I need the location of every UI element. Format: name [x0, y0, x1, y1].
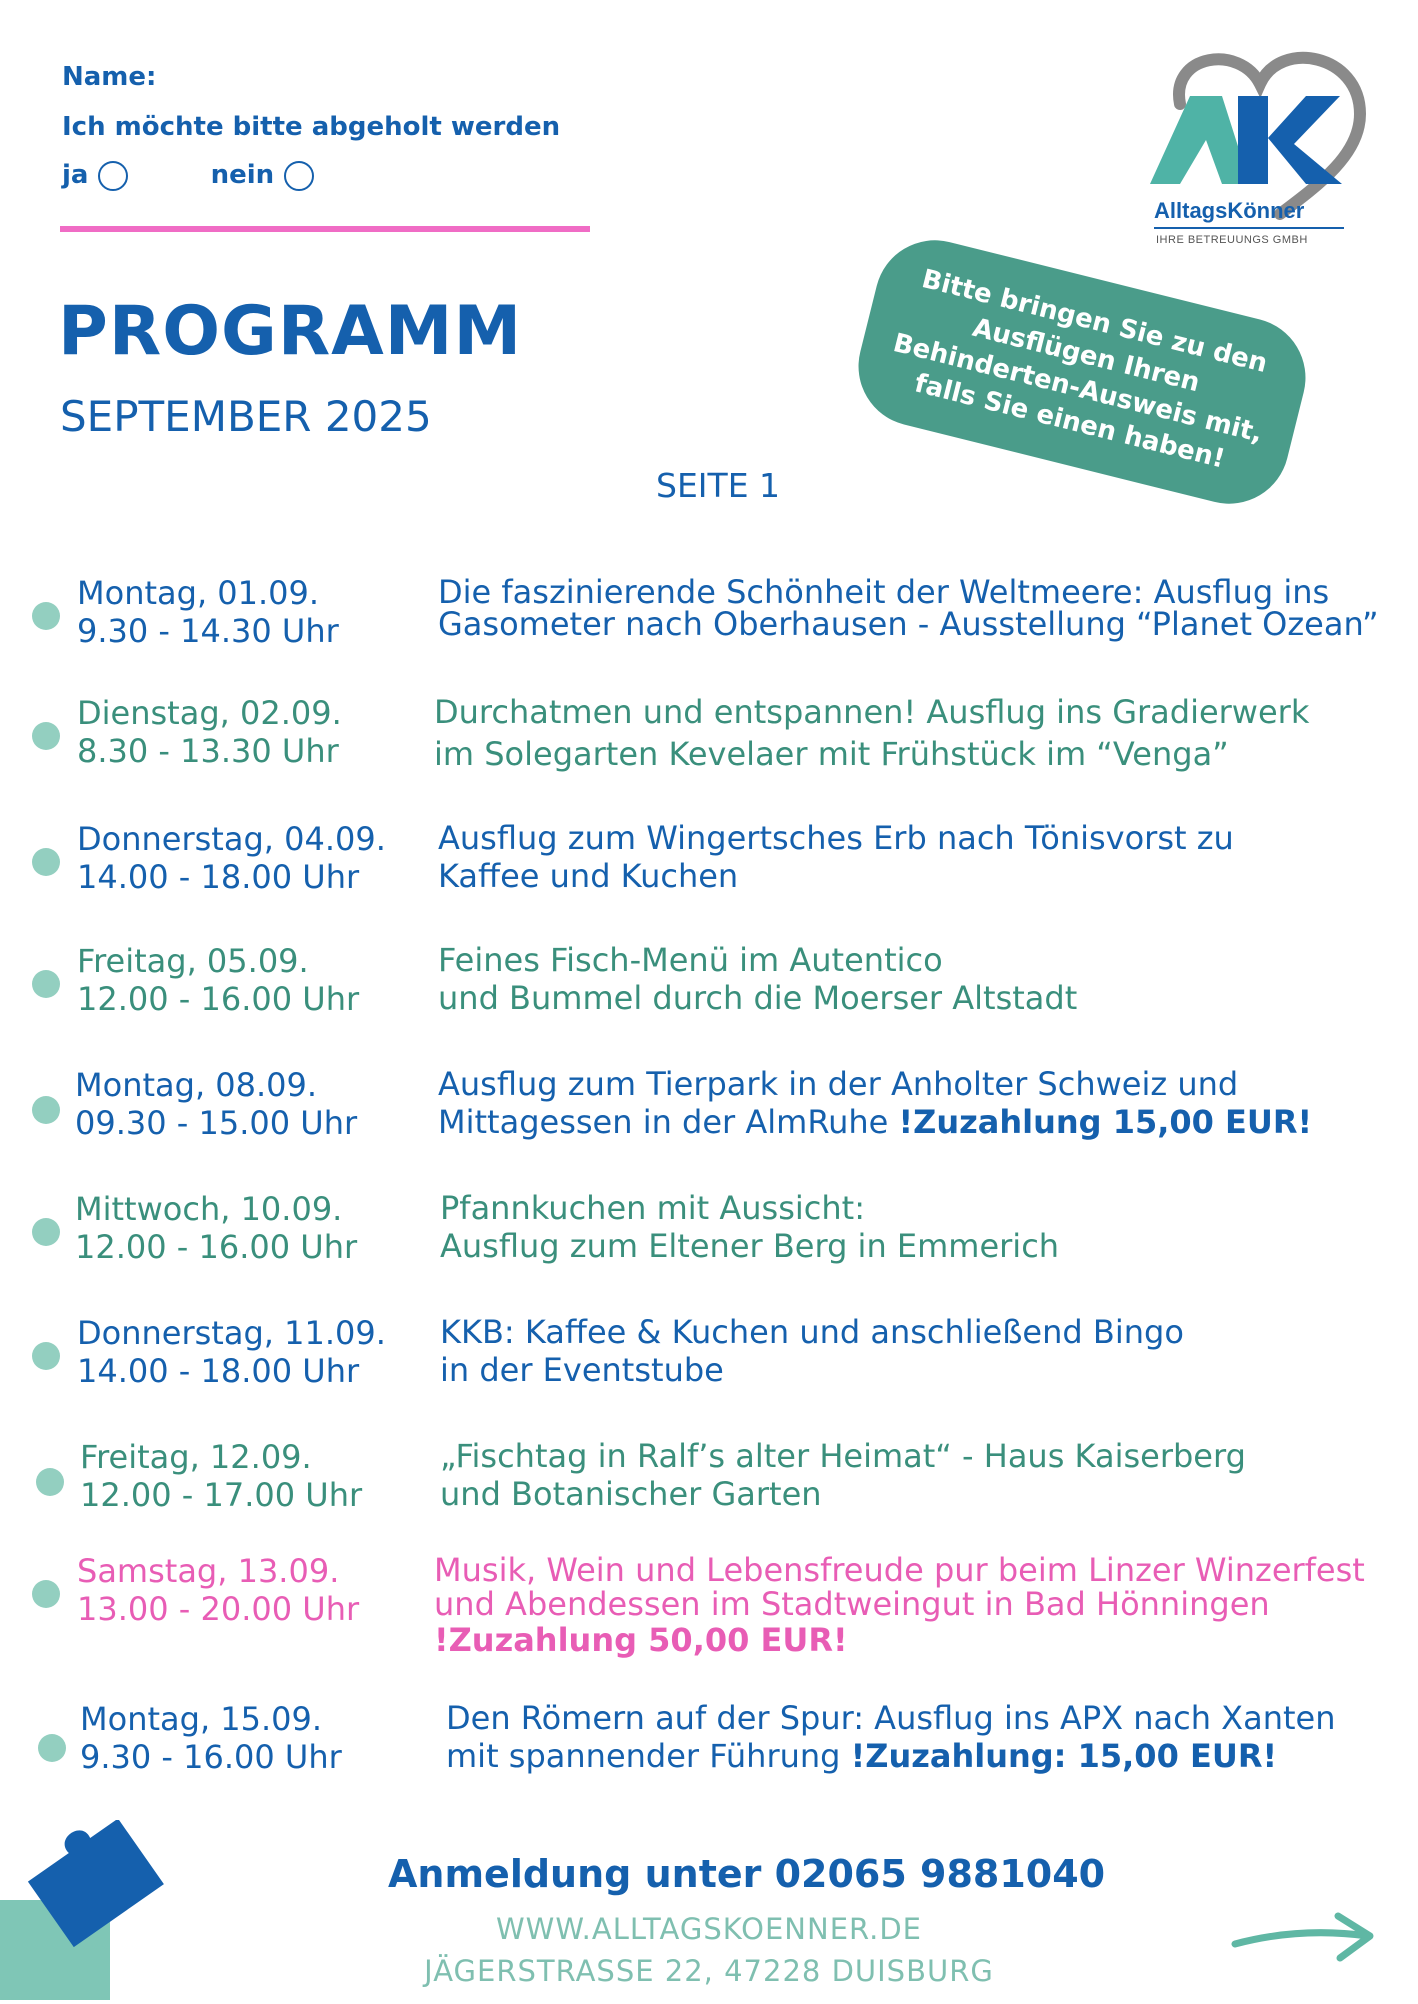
- website-link[interactable]: WWW.ALLTAGSKOENNER.DE: [495, 1912, 923, 1946]
- surcharge-note: !Zuzahlung: 15,00 EUR!: [850, 1737, 1278, 1775]
- option-no-label: nein: [210, 160, 275, 190]
- name-label: Name:: [62, 62, 157, 92]
- event-time: 14.00 - 18.00 Uhr: [77, 1352, 360, 1390]
- event-time: 13.00 - 20.00 Uhr: [77, 1590, 360, 1628]
- event-day: Freitag, 05.09.: [77, 942, 309, 980]
- option-no-radio[interactable]: [284, 161, 314, 191]
- event-desc-line1: KKB: Kaffee & Kuchen und anschließend Bingo: [440, 1313, 1184, 1351]
- event-desc-line1: Ausflug zum Wingertsches Erb nach Tönisvorst zu: [438, 819, 1234, 857]
- event-desc-text: mit spannender Führung: [446, 1737, 841, 1775]
- event-desc-line1: Pfannkuchen mit Aussicht:: [440, 1189, 865, 1227]
- event-desc-line2: Kaffee und Kuchen: [438, 857, 739, 895]
- event-time: 14.00 - 18.00 Uhr: [77, 858, 360, 896]
- company-logo: [1110, 34, 1390, 264]
- bullet-dot: [38, 1734, 66, 1762]
- event-desc-line1: Ausflug zum Tierpark in der Anholter Schweiz und: [438, 1065, 1239, 1103]
- bullet-dot: [32, 1580, 60, 1608]
- event-time: 12.00 - 17.00 Uhr: [80, 1476, 363, 1514]
- registration-phone: Anmeldung unter 02065 9881040: [388, 1852, 1106, 1896]
- event-desc-line1: Den Römern auf der Spur: Ausflug ins APX nach Xanten: [446, 1699, 1336, 1737]
- event-time: 09.30 - 15.00 Uhr: [75, 1104, 358, 1142]
- pickup-options: [62, 160, 314, 191]
- event-desc-line2: Ausflug zum Eltener Berg in Emmerich: [440, 1227, 1060, 1265]
- event-day: Mittwoch, 10.09.: [75, 1190, 343, 1228]
- notice-bubble: Bitte bringen Sie zu den Ausflügen Ihren Behinderten-Ausweis mit, falls Sie einen haben!: [846, 228, 1318, 517]
- event-desc-line2: [438, 1104, 1312, 1141]
- header-divider: [60, 226, 590, 232]
- event-day: Montag, 01.09.: [77, 574, 320, 612]
- option-yes-radio[interactable]: [98, 161, 128, 191]
- event-desc-line2: in der Eventstube: [440, 1351, 724, 1389]
- event-desc-line1: Musik, Wein und Lebensfreude pur beim Linzer Winzerfest: [434, 1551, 1365, 1589]
- page-title: PROGRAMM: [58, 292, 523, 371]
- event-day: Donnerstag, 04.09.: [77, 820, 386, 858]
- event-desc-line1: „Fischtag in Ralf’s alter Heimat“ - Haus Kaiserberg: [440, 1437, 1246, 1475]
- event-desc-line2: [446, 1738, 1277, 1775]
- event-desc-text: Mittagessen in der AlmRuhe: [438, 1103, 889, 1141]
- event-desc-line2: Gasometer nach Oberhausen - Ausstellung “Planet Ozean”: [438, 605, 1379, 643]
- logo-brand: AlltagsKönner: [1154, 198, 1305, 223]
- surcharge-note: !Zuzahlung 50,00 EUR!: [434, 1621, 848, 1659]
- event-desc-line2: im Solegarten Kevelaer mit Frühstück im “Venga”: [434, 735, 1229, 773]
- event-desc-line2: und Abendessen im Stadtweingut in Bad Hönningen: [434, 1585, 1270, 1623]
- event-desc-line1: Durchatmen und entspannen! Ausflug ins Gradierwerk: [434, 693, 1310, 731]
- event-desc-line1: Feines Fisch-Menü im Autentico: [438, 941, 943, 979]
- bullet-dot: [32, 848, 60, 876]
- surcharge-note: !Zuzahlung 15,00 EUR!: [898, 1103, 1313, 1141]
- bullet-dot: [32, 1096, 60, 1124]
- address: JÄGERSTRASSE 22, 47228 DUISBURG: [424, 1954, 994, 1988]
- event-day: Montag, 08.09.: [75, 1066, 318, 1104]
- page-number: SEITE 1: [656, 466, 781, 505]
- bullet-dot: [32, 970, 60, 998]
- logo-tagline: IHRE BETREUUNGS GMBH: [1156, 234, 1308, 246]
- event-time: 9.30 - 14.30 Uhr: [77, 612, 339, 650]
- event-time: 9.30 - 16.00 Uhr: [80, 1738, 342, 1776]
- pickup-question: Ich möchte bitte abgeholt werden: [62, 112, 561, 142]
- event-day: Samstag, 13.09.: [77, 1552, 340, 1590]
- event-day: Dienstag, 02.09.: [77, 694, 342, 732]
- event-day: Donnerstag, 11.09.: [77, 1314, 386, 1352]
- logo-rule: [1154, 227, 1344, 229]
- event-day: Montag, 15.09.: [80, 1700, 323, 1738]
- bullet-dot: [32, 602, 60, 630]
- heart-icon: [1110, 34, 1390, 264]
- bullet-dot: [32, 1342, 60, 1370]
- event-desc-line1: Die faszinierende Schönheit der Weltmeere: Ausflug ins: [438, 573, 1330, 611]
- bullet-dot: [32, 722, 60, 750]
- page-subtitle: SEPTEMBER 2025: [60, 392, 432, 441]
- bullet-dot: [36, 1468, 64, 1496]
- bullet-dot: [32, 1218, 60, 1246]
- event-time: 8.30 - 13.30 Uhr: [77, 732, 339, 770]
- option-yes-label: ja: [62, 160, 89, 190]
- event-time: 12.00 - 16.00 Uhr: [77, 980, 360, 1018]
- event-day: Freitag, 12.09.: [80, 1438, 312, 1476]
- event-desc-line2: und Botanischer Garten: [440, 1475, 822, 1513]
- event-time: 12.00 - 16.00 Uhr: [75, 1228, 358, 1266]
- event-desc-line2: und Bummel durch die Moerser Altstadt: [438, 979, 1078, 1017]
